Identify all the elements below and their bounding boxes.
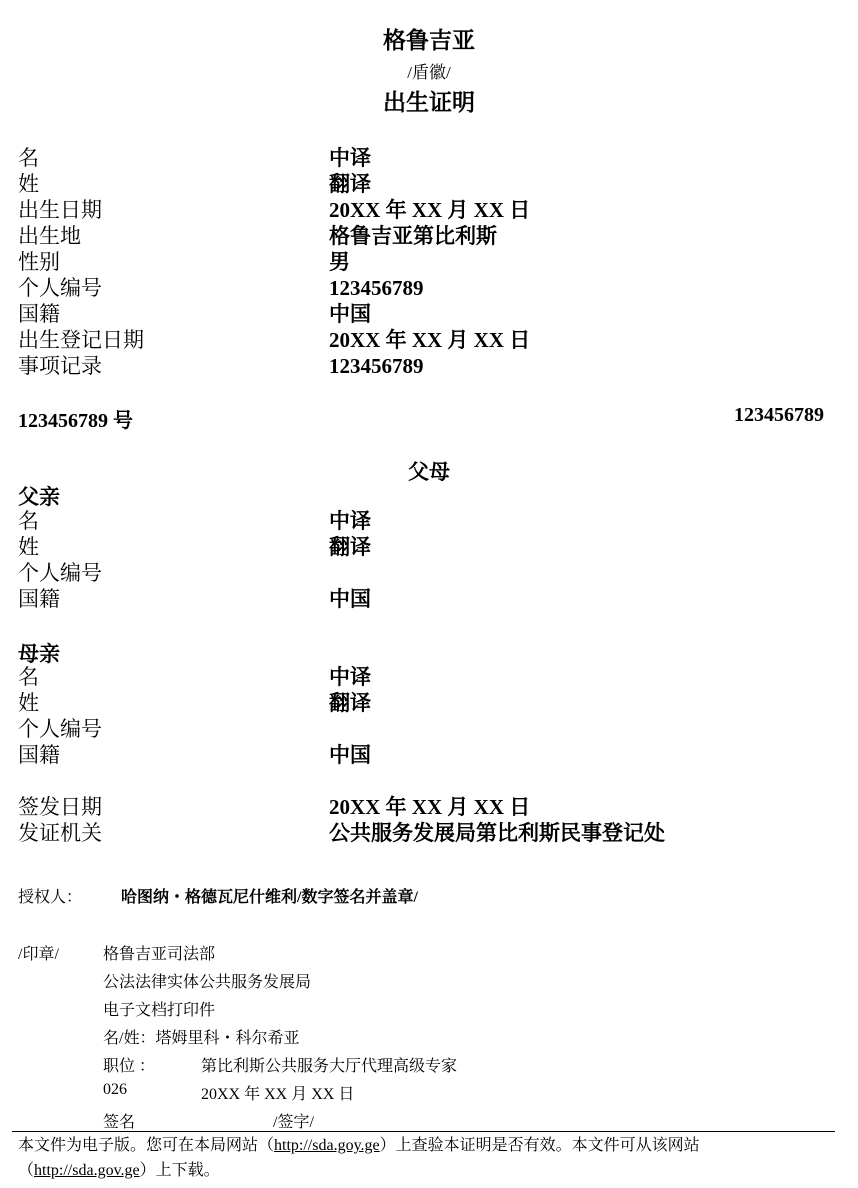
field-label: 国籍: [18, 302, 60, 326]
stamp-line: 公法法律实体公共服务发展局: [103, 974, 312, 991]
field-value: 翻译: [329, 691, 371, 715]
field-label: 出生登记日期: [18, 328, 144, 352]
authorized-label: 授权人：: [18, 889, 83, 906]
field-label: 名: [18, 509, 39, 533]
field-row: [18, 301, 838, 327]
field-row: [18, 197, 838, 223]
father-heading: 父亲: [18, 485, 60, 509]
field-label: 个人编号: [18, 276, 102, 300]
field-row: [18, 586, 838, 612]
field-label: 个人编号: [18, 561, 102, 585]
field-row: [18, 249, 838, 275]
field-value: 中译: [329, 509, 371, 533]
record-number-left: 123456789 号: [18, 410, 133, 432]
document-title: 出生证明: [383, 90, 475, 115]
emblem-placeholder: /盾徽/: [407, 63, 451, 82]
field-label: 个人编号: [18, 717, 102, 741]
field-label: 事项记录: [18, 354, 102, 378]
field-value: 中国: [329, 743, 371, 767]
field-row: [18, 820, 838, 846]
field-row: [18, 353, 838, 379]
field-label: 发证机关: [18, 821, 102, 845]
field-row: [18, 560, 838, 586]
stamp-line: 格鲁吉亚司法部: [103, 946, 216, 963]
field-label: 国籍: [18, 587, 60, 611]
field-label: 姓: [18, 691, 39, 715]
field-row: [18, 690, 838, 716]
record-number-right: 123456789: [734, 404, 824, 426]
field-label: 出生地: [18, 224, 81, 248]
field-value: 中译: [329, 146, 371, 170]
mother-heading: 母亲: [18, 642, 60, 666]
field-value: 中译: [329, 665, 371, 689]
field-row: [18, 275, 838, 301]
footer-text: ）上下载。: [139, 1162, 220, 1179]
stamp-sign-value: /签字/: [273, 1114, 314, 1131]
field-row: [18, 742, 838, 768]
stamp-position-label: 职位 ：: [103, 1058, 156, 1075]
field-value: 中国: [329, 587, 371, 611]
field-value: 20XX 年 XX 月 XX 日: [329, 198, 531, 222]
field-value: 中国: [329, 302, 371, 326]
field-row: [18, 145, 838, 171]
stamp-code: 026: [103, 1081, 127, 1098]
footer-note: [18, 1133, 828, 1183]
stamp-date: 20XX 年 XX 月 XX 日: [201, 1086, 355, 1103]
field-label: 名: [18, 665, 39, 689]
field-value: 男: [329, 250, 350, 274]
field-label: 出生日期: [18, 198, 102, 222]
field-row: [18, 223, 838, 249]
field-value: 格鲁吉亚第比利斯: [329, 224, 497, 248]
field-label: 名: [18, 146, 39, 170]
field-row: [18, 327, 838, 353]
field-label: 签发日期: [18, 795, 102, 819]
field-row: [18, 508, 838, 534]
field-row: [18, 664, 838, 690]
country-name: 格鲁吉亚: [383, 28, 475, 53]
stamp-label: /印章/: [18, 946, 59, 963]
field-label: 姓: [18, 535, 39, 559]
authorized-value: 哈图纳・格德瓦尼什维利/数字签名并盖章/: [121, 889, 418, 906]
field-value: 翻译: [329, 172, 371, 196]
stamp-position-value: 第比利斯公共服务大厅代理高级专家: [201, 1058, 458, 1075]
field-value: 123456789: [329, 354, 424, 378]
stamp-sign-label: 签名: [103, 1114, 136, 1131]
footer-divider: [12, 1131, 835, 1132]
field-label: 国籍: [18, 743, 60, 767]
field-value: 公共服务发展局第比利斯民事登记处: [329, 821, 665, 845]
field-row: [18, 171, 838, 197]
footer-link-download[interactable]: http://sda.gov.ge: [34, 1162, 140, 1179]
field-label: 性别: [18, 250, 60, 274]
field-row: [18, 716, 838, 742]
footer-link-verify[interactable]: http://sda.goy.ge: [274, 1137, 380, 1154]
field-row: [18, 534, 838, 560]
field-label: 姓: [18, 172, 39, 196]
field-row: [18, 794, 838, 820]
footer-text: ）上查验本证明是否有效。本文件可从该网站（: [18, 1137, 700, 1179]
field-value: 123456789: [329, 276, 424, 300]
field-value: 翻译: [329, 535, 371, 559]
field-value: 20XX 年 XX 月 XX 日: [329, 795, 531, 819]
stamp-line: 名/姓：塔姆里科・科尔希亚: [103, 1030, 300, 1047]
footer-text: 本文件为电子版。您可在本局网站（: [18, 1137, 275, 1154]
stamp-line: 电子文档打印件: [103, 1002, 216, 1019]
field-value: 20XX 年 XX 月 XX 日: [329, 328, 531, 352]
parents-section-title: 父母: [408, 460, 450, 484]
